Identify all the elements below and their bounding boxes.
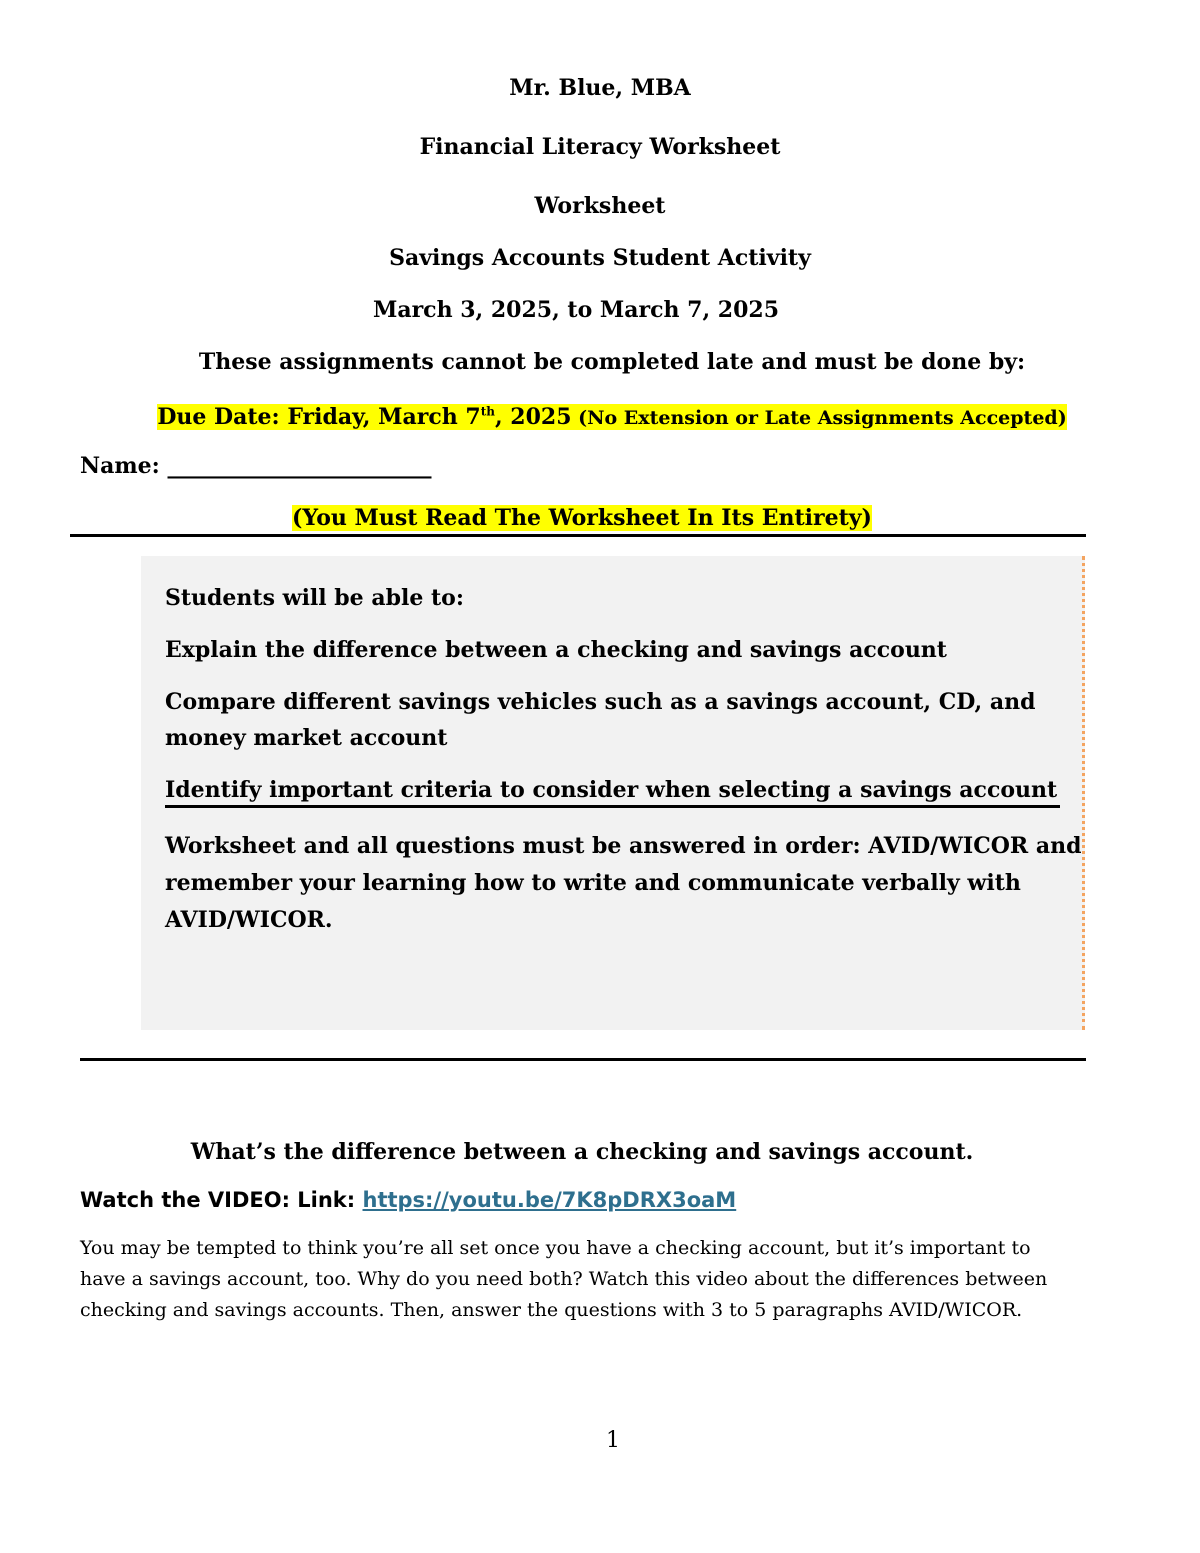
video-link[interactable]: https://youtu.be/7K8pDRX3oaM bbox=[362, 1188, 737, 1212]
body-paragraph bbox=[80, 1233, 1090, 1326]
bottom-divider bbox=[80, 1058, 1086, 1061]
video-label: Watch the VIDEO: Link: bbox=[80, 1188, 363, 1212]
date-range: March 3, 2025, to March 7, 2025 bbox=[372, 297, 780, 323]
body-line: have a savings account, too. Why do you need both? Watch this video about the differences between bbox=[80, 1268, 1048, 1290]
document-type: Worksheet bbox=[534, 193, 666, 219]
video-line bbox=[80, 1186, 736, 1214]
top-divider bbox=[70, 534, 1086, 537]
course-title: Financial Literacy Worksheet bbox=[419, 134, 781, 160]
body-line: checking and savings accounts. Then, answer the questions with 3 to 5 paragraphs AVID/WICOR. bbox=[80, 1299, 1023, 1321]
objective-item: Compare different savings vehicles such as a savings account, CD, and bbox=[165, 689, 1036, 715]
due-date-highlight bbox=[157, 404, 1066, 430]
body-line: You may be tempted to think you’re all set once you have a checking account, but it’s important to bbox=[80, 1237, 1031, 1259]
name-label: Name: bbox=[80, 453, 160, 479]
objectives-intro: Students will be able to: bbox=[165, 585, 464, 611]
due-date-superscript: th bbox=[480, 405, 495, 419]
due-date-line bbox=[12, 398, 1200, 432]
due-date-note: (No Extension or Late Assignments Accepted) bbox=[571, 407, 1067, 430]
instructions-line: remember your learning how to write and communicate verbally with bbox=[165, 870, 1021, 896]
name-field[interactable] bbox=[80, 452, 431, 480]
due-date-label: Due Date: Friday, March 7 bbox=[157, 404, 481, 431]
instructions-line: Worksheet and all questions must be answered in order: AVID/WICOR and bbox=[165, 833, 1082, 859]
late-notice: These assignments cannot be completed late and must be done by: bbox=[198, 349, 1026, 375]
due-date-year: , 2025 bbox=[494, 404, 572, 431]
name-blank[interactable]: ________________________ bbox=[167, 453, 432, 479]
page-number: 1 bbox=[606, 1428, 620, 1453]
instructor-name: Mr. Blue, MBA bbox=[509, 75, 691, 101]
activity-title: Savings Accounts Student Activity bbox=[389, 245, 811, 271]
objectives-divider bbox=[165, 805, 1060, 808]
objective-item: Identify important criteria to consider when selecting a savings account bbox=[165, 777, 1058, 803]
section-heading: What’s the difference between a checking and savings account. bbox=[190, 1139, 974, 1165]
read-notice-line bbox=[0, 504, 1182, 532]
instructions-line: AVID/WICOR. bbox=[165, 907, 333, 933]
objective-item-continued: money market account bbox=[165, 725, 448, 751]
read-notice: (You Must Read The Worksheet In Its Entirety) bbox=[292, 505, 872, 531]
objective-item: Explain the difference between a checking and savings account bbox=[165, 637, 947, 663]
